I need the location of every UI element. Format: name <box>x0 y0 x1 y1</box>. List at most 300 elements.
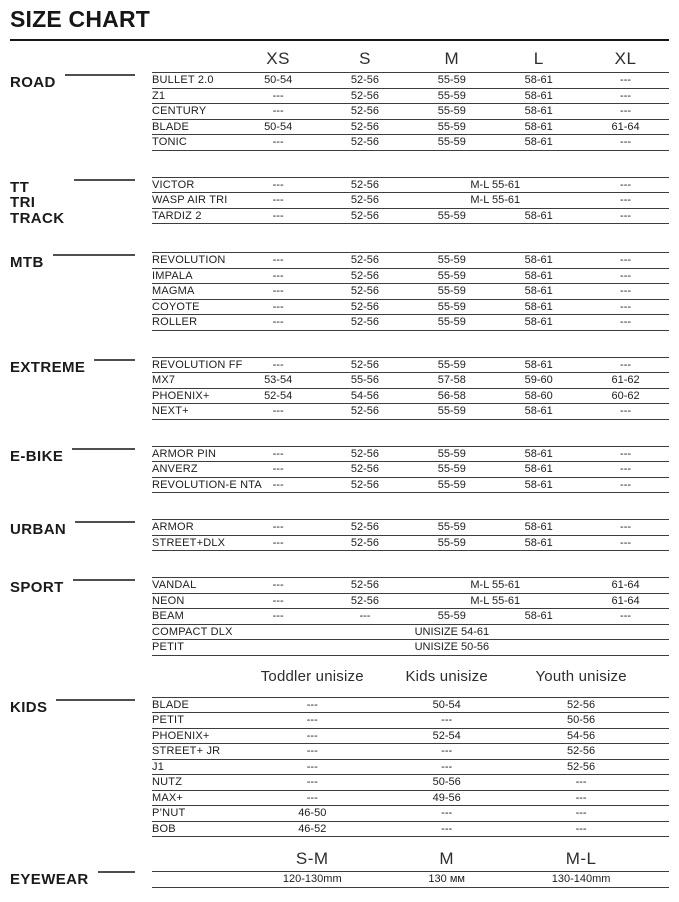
table-row <box>152 821 669 837</box>
size-header-row <box>152 668 669 686</box>
table-row <box>152 640 669 656</box>
table-column-urban <box>152 519 669 551</box>
filler-cell <box>648 849 669 869</box>
table-row <box>152 806 669 822</box>
size-value-cell: --- <box>235 284 322 300</box>
model-name-cell: COYOTE <box>152 299 235 315</box>
model-name-cell: PETIT <box>152 640 235 656</box>
size-value-cell: 50-56 <box>514 713 648 729</box>
size-value-cell: 55-59 <box>408 299 495 315</box>
category-column-tt-tri-track <box>10 177 152 227</box>
size-value-cell: 55-59 <box>408 253 495 269</box>
category-label-stack <box>10 177 65 227</box>
size-value-cell: --- <box>235 593 322 609</box>
size-value-cell: 52-56 <box>322 193 409 209</box>
table-row <box>152 697 669 713</box>
size-table-mtb <box>152 252 669 331</box>
filler-cell <box>648 790 669 806</box>
size-value-cell: 61-62 <box>582 373 669 389</box>
table-row <box>152 284 669 300</box>
size-table-kids <box>152 697 669 838</box>
model-name-cell: IMPALA <box>152 268 235 284</box>
size-value-cell: --- <box>235 357 322 373</box>
size-value-cell: --- <box>235 404 322 420</box>
category-column-road <box>10 41 152 151</box>
size-value-cell: --- <box>235 462 322 478</box>
category-label-row <box>10 697 152 716</box>
model-name-cell: ROLLER <box>152 315 235 331</box>
filler-cell <box>648 697 669 713</box>
size-value-cell: 55-59 <box>408 88 495 104</box>
model-name-cell: VICTOR <box>152 177 235 193</box>
model-name-cell: J1 <box>152 759 245 775</box>
table-row <box>152 299 669 315</box>
header-spacer-cell <box>152 849 245 869</box>
model-name-cell: REVOLUTION FF <box>152 358 243 371</box>
size-value-cell: --- <box>582 315 669 331</box>
section-mtb <box>10 252 669 331</box>
size-header-row-eyewear <box>152 849 669 869</box>
table-row <box>152 535 669 551</box>
section-extreme <box>10 357 669 420</box>
size-value-cell: --- <box>235 268 322 284</box>
size-value-cell: 55-59 <box>408 404 495 420</box>
model-name-cell: ARMOR PIN <box>152 446 235 462</box>
size-value-cell: --- <box>245 697 379 713</box>
model-name-cell: BULLET 2.0 <box>152 73 235 89</box>
size-value-cell: 60-62 <box>582 388 669 404</box>
size-value-cell: 130 мм <box>379 872 513 888</box>
size-table-urban <box>152 519 669 551</box>
category-column-mtb <box>10 252 152 331</box>
size-header-row-kids <box>152 668 669 686</box>
model-name-cell: MAX+ <box>152 790 245 806</box>
category-label-row <box>10 519 152 538</box>
table-column-e-bike <box>152 446 669 494</box>
filler-cell <box>648 668 669 686</box>
model-name-cell: TARDIZ 2 <box>152 208 235 224</box>
size-value-cell: --- <box>245 744 379 760</box>
size-value-cell: 52-56 <box>322 88 409 104</box>
size-col-header: L <box>533 48 544 68</box>
size-value-cell: 54-56 <box>322 388 409 404</box>
size-value-cell: 55-59 <box>408 73 495 89</box>
size-value-cell: 58-61 <box>495 135 582 151</box>
size-value-cell: M-L 55-61 <box>408 578 582 594</box>
size-value-cell: --- <box>245 728 379 744</box>
category-label-stack <box>10 697 47 716</box>
size-value-cell: --- <box>235 193 322 209</box>
model-name-cell: BLADE <box>152 119 235 135</box>
size-value-cell: --- <box>582 193 669 209</box>
size-value-cell: 58-61 <box>495 357 582 373</box>
size-value-cell: --- <box>235 177 322 193</box>
model-name-cell: MX7 <box>152 373 235 389</box>
category-label: URBAN <box>10 521 67 538</box>
size-value-cell: 55-59 <box>408 477 495 493</box>
category-column-urban <box>10 519 152 551</box>
category-label-row <box>10 577 152 596</box>
category-underline <box>75 521 135 523</box>
size-value-cell: 52-56 <box>322 593 409 609</box>
model-name-cell: TONIC <box>152 135 235 151</box>
size-value-cell: 52-54 <box>235 388 322 404</box>
size-value-cell: 54-56 <box>514 728 648 744</box>
model-name-cell: MAGMA <box>152 284 235 300</box>
size-value-cell: 46-50 <box>245 806 379 822</box>
category-column-sport <box>10 577 152 656</box>
table-row <box>152 578 669 594</box>
size-value-cell: M-L 55-61 <box>408 193 582 209</box>
filler-cell <box>648 713 669 729</box>
size-value-cell: 50-54 <box>379 697 513 713</box>
size-value-cell: 120-130mm <box>245 872 379 888</box>
category-column-extreme <box>10 357 152 420</box>
size-value-cell: --- <box>245 775 379 791</box>
model-name-cell: P’NUT <box>152 806 245 822</box>
size-value-cell: 55-56 <box>322 373 409 389</box>
table-row <box>152 104 669 120</box>
size-value-cell: 59-60 <box>495 373 582 389</box>
size-value-cell: --- <box>235 477 322 493</box>
size-value-cell: 52-56 <box>322 73 409 89</box>
category-column-e-bike <box>10 446 152 494</box>
model-name-cell: BLADE <box>152 697 245 713</box>
filler-cell <box>648 728 669 744</box>
size-value-cell: 55-59 <box>408 284 495 300</box>
size-value-cell: 58-61 <box>495 446 582 462</box>
size-col-header: S-M <box>295 849 329 868</box>
table-column-kids <box>152 668 669 838</box>
table-row <box>152 373 669 389</box>
model-name-cell: BEAM <box>152 609 235 625</box>
table-row <box>152 404 669 420</box>
category-label-row <box>10 357 152 376</box>
table-row <box>152 593 669 609</box>
size-value-cell: --- <box>379 759 513 775</box>
size-value-cell: 58-61 <box>495 462 582 478</box>
size-value-cell: 58-61 <box>495 609 582 625</box>
model-name-cell <box>152 872 245 888</box>
table-row <box>152 759 669 775</box>
size-value-cell: 50-54 <box>235 119 322 135</box>
model-name-cell: NEON <box>152 593 235 609</box>
size-value-cell: 58-61 <box>495 477 582 493</box>
size-value-cell: 57-58 <box>408 373 495 389</box>
table-row <box>152 520 669 536</box>
size-header-row <box>152 849 669 869</box>
size-value-cell: --- <box>235 299 322 315</box>
model-name-cell: REVOLUTION <box>152 253 235 269</box>
size-value-cell: --- <box>235 208 322 224</box>
size-value-cell: --- <box>322 609 409 625</box>
size-value-cell: --- <box>582 177 669 193</box>
size-value-cell: --- <box>379 821 513 837</box>
model-name-cell: NUTZ <box>152 775 245 791</box>
table-row <box>152 744 669 760</box>
model-name-cell: ARMOR <box>152 520 235 536</box>
size-value-cell: 58-61 <box>495 88 582 104</box>
size-col-header: XL <box>614 48 637 68</box>
category-label: TRI <box>10 194 36 211</box>
table-row <box>152 462 669 478</box>
size-table-sport <box>152 577 669 656</box>
category-label-row <box>10 446 152 465</box>
model-name-cell: NEXT+ <box>152 404 235 420</box>
size-value-cell: --- <box>245 759 379 775</box>
size-table-road <box>152 72 669 151</box>
size-value-cell: 58-61 <box>495 535 582 551</box>
table-row <box>152 253 669 269</box>
model-name-cell: PHOENIX+ <box>152 388 235 404</box>
size-value-cell: 50-54 <box>235 73 322 89</box>
category-column-eyewear <box>10 849 152 888</box>
size-value-cell: --- <box>245 790 379 806</box>
table-row <box>152 177 669 193</box>
table-column-sport <box>152 577 669 656</box>
size-value-cell: 52-56 <box>322 357 409 373</box>
size-value-cell: 58-61 <box>495 268 582 284</box>
filler-cell <box>648 821 669 837</box>
table-row <box>152 73 669 89</box>
size-value-cell: 55-59 <box>408 104 495 120</box>
section-tt-tri-track <box>10 177 669 227</box>
section-kids <box>10 668 669 838</box>
table-row <box>152 88 669 104</box>
size-value-cell: --- <box>582 299 669 315</box>
size-value-cell: --- <box>235 88 322 104</box>
size-col-header: M-L <box>565 849 597 868</box>
size-value-cell: --- <box>582 268 669 284</box>
size-value-cell: 52-56 <box>322 446 409 462</box>
category-label-row <box>10 252 152 271</box>
table-row <box>152 624 669 640</box>
model-name-cell: STREET+DLX <box>152 535 235 551</box>
size-value-cell: 58-61 <box>495 520 582 536</box>
size-value-cell: --- <box>235 578 322 594</box>
table-column-extreme <box>152 357 669 420</box>
category-label-row <box>10 177 152 227</box>
size-value-cell: 52-56 <box>322 268 409 284</box>
section-eyewear <box>10 849 669 888</box>
model-name-cell: PETIT <box>152 713 245 729</box>
size-value-cell: 52-56 <box>322 462 409 478</box>
size-table-eyewear <box>152 871 669 888</box>
table-row <box>152 315 669 331</box>
category-label-stack <box>10 252 44 271</box>
size-value-cell: 58-61 <box>495 299 582 315</box>
size-value-cell: 52-56 <box>322 284 409 300</box>
table-row <box>152 119 669 135</box>
filler-cell <box>648 775 669 791</box>
size-value-cell: 52-56 <box>514 759 648 775</box>
table-column-eyewear <box>152 849 669 888</box>
size-value-cell: 46-52 <box>245 821 379 837</box>
size-value-cell: 58-61 <box>495 208 582 224</box>
size-value-cell: 56-58 <box>408 388 495 404</box>
section-sport <box>10 577 669 656</box>
size-value-cell: --- <box>582 404 669 420</box>
size-value-cell: 130-140mm <box>514 872 648 888</box>
size-value-cell: --- <box>514 806 648 822</box>
size-value-cell: --- <box>235 253 322 269</box>
size-col-header: S <box>359 48 371 68</box>
section-road <box>10 41 669 151</box>
table-row <box>152 609 669 625</box>
size-chart-page <box>10 6 669 888</box>
size-value-cell: 52-56 <box>322 477 409 493</box>
category-label-stack <box>10 446 63 465</box>
size-value-cell: 52-56 <box>322 208 409 224</box>
page-title: SIZE CHART <box>10 6 150 32</box>
table-row <box>152 357 669 373</box>
size-value-cell: 61-64 <box>582 593 669 609</box>
category-underline <box>98 871 135 873</box>
model-name-cell: BOB <box>152 821 245 837</box>
table-column-mtb <box>152 252 669 331</box>
size-chart-sections <box>10 41 669 888</box>
model-name-cell: PHOENIX+ <box>152 728 245 744</box>
size-value-cell: UNISIZE 54-61 <box>235 624 669 640</box>
model-name-cell: Z1 <box>152 88 235 104</box>
category-label: TRACK <box>10 209 65 227</box>
model-name-cell: CENTURY <box>152 104 235 120</box>
size-value-cell: --- <box>582 535 669 551</box>
size-value-cell: --- <box>582 253 669 269</box>
header-spacer-cell <box>152 48 235 69</box>
filler-cell <box>648 759 669 775</box>
size-value-cell: 52-54 <box>379 728 513 744</box>
size-value-cell: 52-56 <box>514 697 648 713</box>
size-value-cell: 55-59 <box>408 609 495 625</box>
category-label-stack <box>10 519 66 538</box>
size-value-cell: --- <box>582 208 669 224</box>
size-value-cell: --- <box>582 357 669 373</box>
size-value-cell: 52-56 <box>322 299 409 315</box>
section-e-bike <box>10 446 669 494</box>
header-spacer-cell <box>152 668 245 686</box>
table-row <box>152 790 669 806</box>
category-label: KIDS <box>10 698 48 716</box>
size-col-header: Kids unisize <box>405 668 488 685</box>
model-name-cell: STREET+ JR <box>152 744 245 760</box>
size-value-cell: 61-64 <box>582 578 669 594</box>
table-row <box>152 477 669 493</box>
size-value-cell: 52-56 <box>322 578 409 594</box>
category-label-stack <box>10 869 89 888</box>
size-value-cell: 49-56 <box>379 790 513 806</box>
size-value-cell: --- <box>582 73 669 89</box>
table-row <box>152 193 669 209</box>
size-header-row <box>152 48 669 69</box>
category-label: E-BIKE <box>10 447 64 465</box>
size-value-cell: 55-59 <box>408 357 495 373</box>
size-value-cell: 52-56 <box>514 744 648 760</box>
size-value-cell: 55-59 <box>408 535 495 551</box>
size-value-cell: 58-61 <box>495 73 582 89</box>
size-value-cell: --- <box>235 315 322 331</box>
category-underline <box>94 359 135 361</box>
table-row <box>152 388 669 404</box>
size-value-cell: 55-59 <box>408 119 495 135</box>
size-value-cell: --- <box>379 713 513 729</box>
size-value-cell: --- <box>582 446 669 462</box>
size-value-cell: 61-64 <box>582 119 669 135</box>
size-value-cell: 52-56 <box>322 520 409 536</box>
size-value-cell: M-L 55-61 <box>408 177 582 193</box>
size-value-cell: --- <box>235 520 322 536</box>
table-row <box>152 446 669 462</box>
size-value-cell: --- <box>235 135 322 151</box>
size-table-extreme <box>152 357 669 420</box>
size-value-cell: --- <box>235 446 322 462</box>
filler-cell <box>648 806 669 822</box>
size-value-cell: 55-59 <box>408 520 495 536</box>
category-label-row <box>10 869 152 888</box>
size-value-cell: --- <box>379 806 513 822</box>
category-label-stack <box>10 72 56 91</box>
category-underline <box>56 699 135 701</box>
table-row <box>152 713 669 729</box>
size-table-tt-tri-track <box>152 177 669 225</box>
category-label: ROAD <box>10 74 56 91</box>
size-value-cell: --- <box>582 520 669 536</box>
size-value-cell: 58-61 <box>495 284 582 300</box>
size-value-cell: 52-56 <box>322 535 409 551</box>
table-row <box>152 208 669 224</box>
table-row <box>152 135 669 151</box>
size-value-cell: 58-61 <box>495 315 582 331</box>
size-value-cell: 52-56 <box>322 177 409 193</box>
size-value-cell: --- <box>245 713 379 729</box>
category-underline <box>74 179 136 181</box>
category-label-stack <box>10 357 85 376</box>
category-label: EYEWEAR <box>10 871 89 888</box>
category-label: SPORT <box>10 579 64 596</box>
size-value-cell: --- <box>582 284 669 300</box>
filler-cell <box>648 872 669 888</box>
size-value-cell: 55-59 <box>408 462 495 478</box>
category-underline <box>72 448 135 450</box>
size-value-cell: --- <box>514 775 648 791</box>
category-label-stack <box>10 577 64 596</box>
size-header-row-road <box>152 48 669 69</box>
section-urban <box>10 519 669 551</box>
category-underline <box>65 74 135 76</box>
size-value-cell: --- <box>235 535 322 551</box>
table-column-road <box>152 41 669 151</box>
size-value-cell: UNISIZE 50-56 <box>235 640 669 656</box>
size-table-e-bike <box>152 446 669 494</box>
model-name-cell: WASP AIR TRI <box>152 193 235 209</box>
size-value-cell: 55-59 <box>408 315 495 331</box>
table-row <box>152 775 669 791</box>
size-value-cell: --- <box>235 104 322 120</box>
size-value-cell: 50-56 <box>379 775 513 791</box>
size-value-cell: 53-54 <box>235 373 322 389</box>
size-value-cell: 55-59 <box>408 135 495 151</box>
model-name-cell: VANDAL <box>152 578 235 594</box>
table-row <box>152 872 669 888</box>
size-value-cell: 58-61 <box>495 253 582 269</box>
size-value-cell: 58-60 <box>495 388 582 404</box>
size-value-cell: --- <box>582 462 669 478</box>
size-value-cell: 52-56 <box>322 119 409 135</box>
size-col-header: M <box>444 48 460 68</box>
table-row <box>152 268 669 284</box>
filler-cell <box>648 744 669 760</box>
category-label: TT <box>10 178 30 196</box>
